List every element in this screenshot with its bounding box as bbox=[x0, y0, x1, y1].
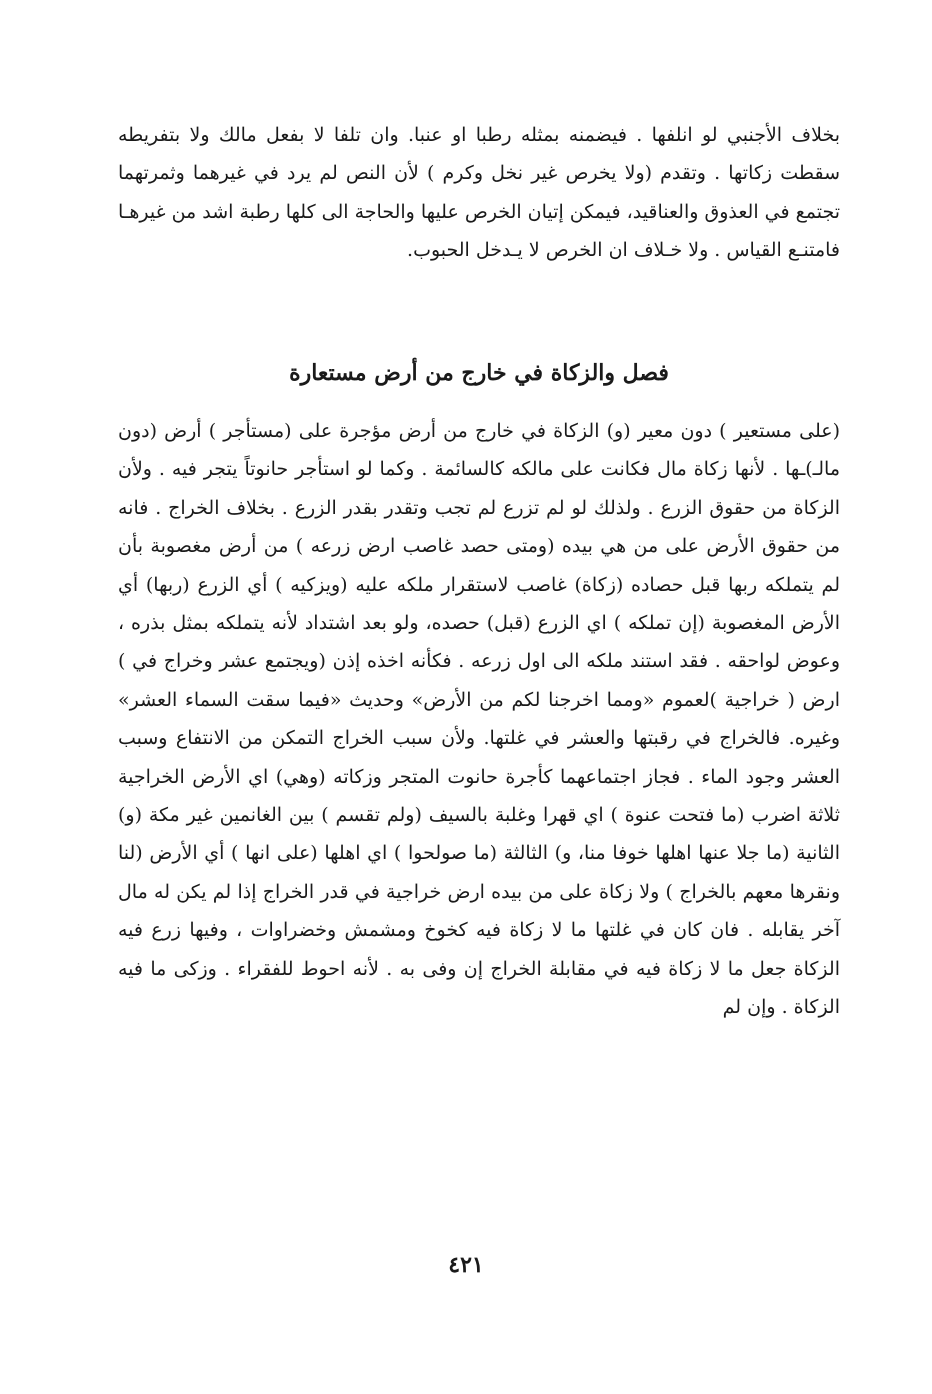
section-title: فصل والزكاة في خارج من أرض مستعارة bbox=[289, 360, 669, 386]
paragraph-body: (على مستعير ) دون معير (و) الزكاة في خارج من أرض مؤجرة على (مستأجر ) أرض (دون مالـ)ـها . لأنها زكاة مال فكانت على مالكه كالسائمة . وكما لو استأجر حانوتاً يتجر فيه . ولأن الزكاة من حقوق الزرع . ولذلك لو لم تزرع لم تجب وتقدر بقدر الزرع . بخلاف الخراج . فانه من حقوق الأرض على من هي بيده (ومتى حصد غاصب ارض زرعه ) من أرض مغصوبة بأن لم يتملكه ربها قبل حصاده (زكاة) غاصب لاستقرار ملكه عليه (ويزكيه ) أي الزرع (ربها) أي الأرض المغصوبة (إن تملكه ) اي الزرع (قبل) حصده، ولو بعد اشتداد لأنه يتملكه بمثل بذره ، وعوض لواحقه . فقد استند ملكه الى اول زرعه . فكأنه اخذه إذن (ويجتمع عشر وخراج في ) ارض ( خراجية )لعموم «ومما اخرجنا لكم من الأرض» وحديث «فيما سقت السماء العشر» وغيره. فالخراج في رقبتها والعشر في غلتها. ولأن سبب الخراج التمكن من الانتفاع وسبب العشر وجود الماء . فجاز اجتماعهما كأجرة حانوت المتجر وزكاته (وهي) اي الأرض الخراجية ثلاثة اضرب (ما فتحت عنوة ) اي قهرا وغلبة بالسيف (ولم تقسم ) بين الغانمين غير مكة (و) الثانية (ما جلا عنها اهلها خوفا منا، و) الثالثة (ما صولحوا ) اي اهلها (على انها ) أي الأرض (لنا ونقرها معهم بالخراج ) ولا زكاة على من بيده ارض خراجية في قدر الخراج إذا لم يكن له مال آخر يقابله . فان كان في غلتها ما لا زكاة فيه كخوخ ومشمش وخضراوات ، وفيها زرع فيه الزكاة جعل ما لا زكاة فيه في مقابلة الخراج إن وفى به . لأنه احوط للفقراء . وزكى ما فيه الزكاة . وإن لم bbox=[118, 420, 840, 1019]
page-number: ٤٢١ bbox=[448, 1252, 484, 1278]
paragraph-continuation: بخلاف الأجنبي لو انلفها . فيضمنه بمثله رطبا او عنبا. وان تلفا لا بفعل مالك ولا بتفريطه سقطت زكاتها . وتقدم (ولا يخرص غير نخل وكرم ) لأن النص لم يرد في غيرهما وثمرتهما تجتمع في العذوق والعناقيد، فيمكن إتيان الخرص عليها والحاجة الى كلها رطبة اشد من غيرهـا فامتنـع القياس . ولا خـلاف ان الخرص لا يـدخل الحبوب. bbox=[118, 124, 840, 262]
